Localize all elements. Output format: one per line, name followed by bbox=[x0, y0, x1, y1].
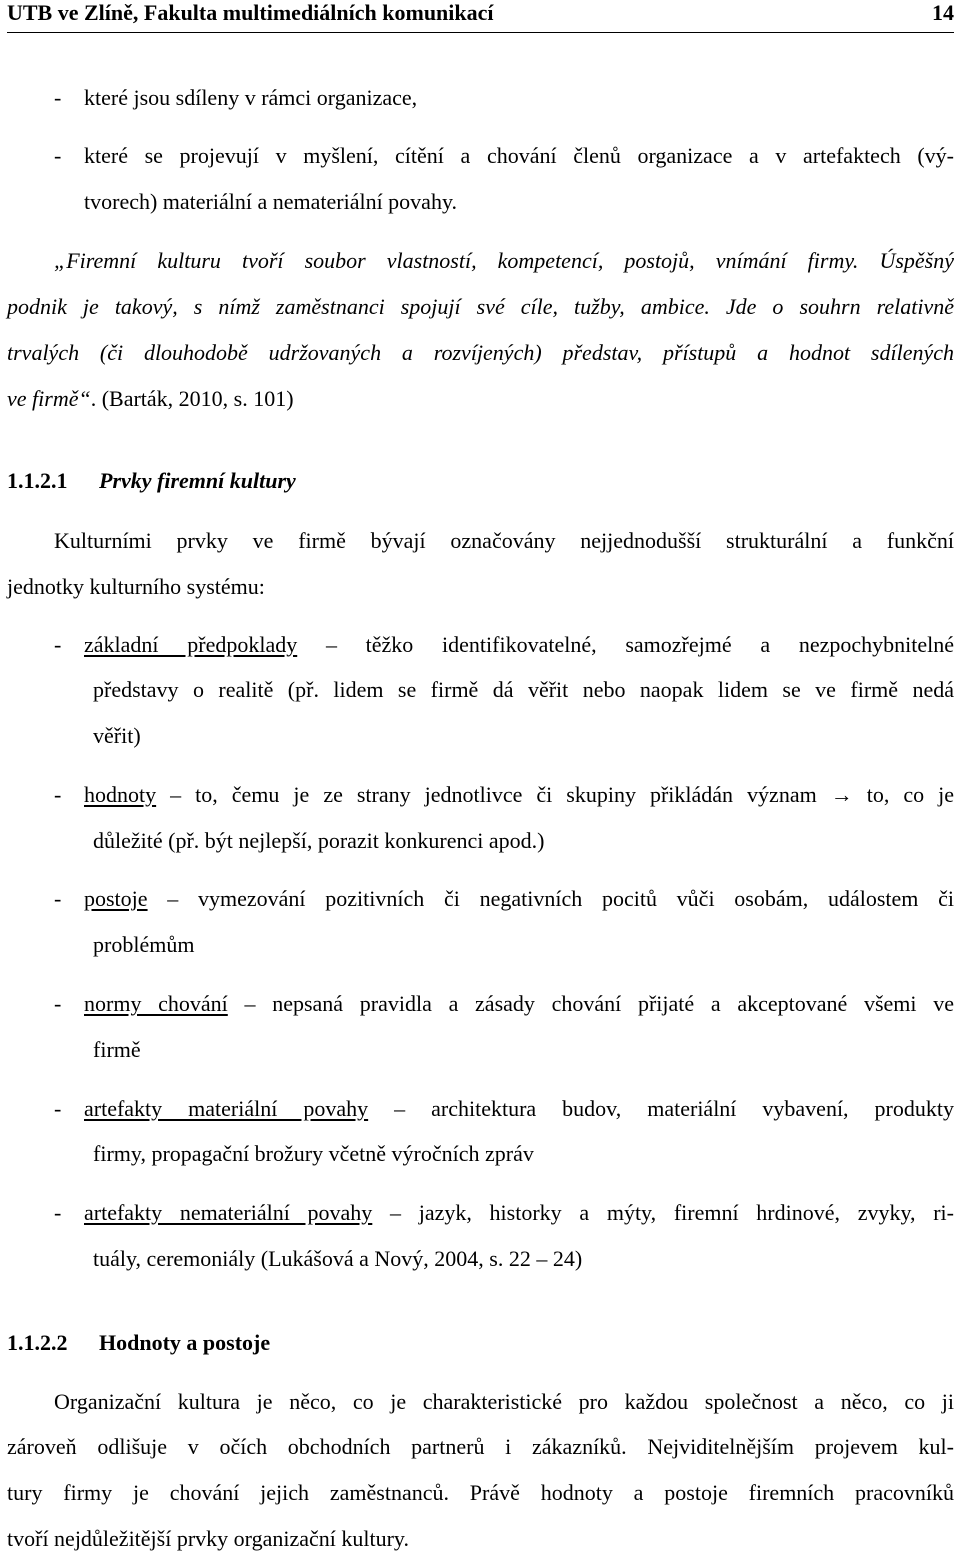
paragraph-line: zároveň odlišuje v očích obchodních partnerů i zákazníků. Nejviditelnějším projevem kul- bbox=[7, 1434, 954, 1459]
list-item-first-line bbox=[84, 632, 954, 658]
section-number: 1.1.2.2 bbox=[7, 1330, 68, 1355]
page-number: 14 bbox=[932, 0, 954, 25]
page-header bbox=[7, 0, 954, 33]
section-heading bbox=[7, 1330, 270, 1356]
citation: . (Barták, 2010, s. 101) bbox=[90, 386, 294, 411]
list-item-text: firmy, propagační brožury včetně výročních zpráv bbox=[93, 1141, 534, 1166]
term: základní předpoklady bbox=[84, 632, 298, 657]
list-dash: - bbox=[54, 886, 62, 911]
list-dash: - bbox=[54, 991, 62, 1016]
term: artefakty nemateriální povahy bbox=[84, 1200, 373, 1225]
list-item-text: tuály, ceremoniály (Lukášová a Nový, 2004, s. 22 – 24) bbox=[93, 1246, 583, 1271]
section-title: Hodnoty a postoje bbox=[99, 1330, 271, 1355]
list-item-text: představy o realitě (př. lidem se firmě dá věřit nebo naopak lidem se ve firmě nedá bbox=[93, 677, 954, 702]
quote-line: „Firemní kulturu tvoří soubor vlastností, kompetencí, postojů, vnímání firmy. Úspěšný bbox=[54, 248, 954, 273]
section-title: Prvky firemní kultury bbox=[99, 468, 296, 493]
list-item-text: důležité (př. být nejlepší, porazit konkurenci apod.) bbox=[93, 828, 545, 853]
term: artefakty materiální povahy bbox=[84, 1096, 369, 1121]
list-item-first-line bbox=[84, 1096, 954, 1122]
list-dash: - bbox=[54, 1096, 62, 1121]
term: hodnoty bbox=[84, 782, 157, 807]
list-dash: - bbox=[54, 1200, 62, 1225]
list-dash: - bbox=[54, 782, 62, 807]
list-item-first-line bbox=[84, 886, 954, 912]
section-heading bbox=[7, 468, 296, 494]
definition: – architektura budov, materiální vybavení, produkty bbox=[368, 1096, 954, 1121]
list-item-text: tvorech) materiální a nemateriální povahy. bbox=[84, 189, 458, 214]
term: postoje bbox=[84, 886, 148, 911]
term: normy chování bbox=[84, 991, 228, 1016]
paragraph-line: tury firmy je chování jejich zaměstnanců. Právě hodnoty a postoje firemních pracovníků bbox=[7, 1480, 954, 1505]
quote-line: trvalých (či dlouhodobě udržovaných a rozvíjených) představ, přístupů a hodnot sdílených bbox=[7, 340, 954, 365]
list-item-text: věřit) bbox=[93, 723, 141, 748]
quote-last-line bbox=[7, 386, 294, 412]
paragraph-line: jednotky kulturního systému: bbox=[7, 574, 265, 599]
quote-line: podnik je takový, s nímž zaměstnanci spojují své cíle, tužby, ambice. Jde o souhrn relativně bbox=[7, 294, 954, 319]
list-dash: - bbox=[54, 85, 62, 110]
list-dash: - bbox=[54, 632, 62, 657]
list-dash: - bbox=[54, 143, 62, 168]
list-item-text: které jsou sdíleny v rámci organizace, bbox=[84, 85, 418, 110]
definition: – nepsaná pravidla a zásady chování přijaté a akceptované všemi ve bbox=[227, 991, 954, 1016]
definition: – to, čemu je ze strany jednotlivce či skupiny přikládán význam → to, co je bbox=[156, 782, 954, 807]
list-item-text: firmě bbox=[93, 1037, 141, 1062]
definition: – těžko identifikovatelné, samozřejmé a nezpochybnitelné bbox=[297, 632, 954, 657]
list-item-text: problémům bbox=[93, 932, 195, 957]
list-item-first-line bbox=[84, 782, 954, 808]
header-title: UTB ve Zlíně, Fakulta multimediálních komunikací bbox=[7, 0, 494, 25]
definition: – jazyk, historky a mýty, firemní hrdinové, zvyky, ri- bbox=[372, 1200, 954, 1225]
section-number: 1.1.2.1 bbox=[7, 468, 68, 493]
paragraph-line: Kulturními prvky ve firmě bývají označovány nejjednodušší strukturální a funkční bbox=[54, 528, 954, 553]
list-item-first-line bbox=[84, 1200, 954, 1226]
paragraph-line: Organizační kultura je něco, co je charakteristické pro každou společnost a něco, co ji bbox=[54, 1389, 954, 1414]
quote-end: ve firmě“ bbox=[7, 386, 91, 411]
list-item-first-line bbox=[84, 991, 954, 1017]
list-item-text: které se projevují v myšlení, cítění a chování členů organizace a v artefaktech (vý- bbox=[84, 143, 954, 168]
paragraph-line: tvoří nejdůležitější prvky organizační kultury. bbox=[7, 1526, 410, 1551]
definition: – vymezování pozitivních či negativních pocitů vůči osobám, událostem či bbox=[147, 886, 954, 911]
